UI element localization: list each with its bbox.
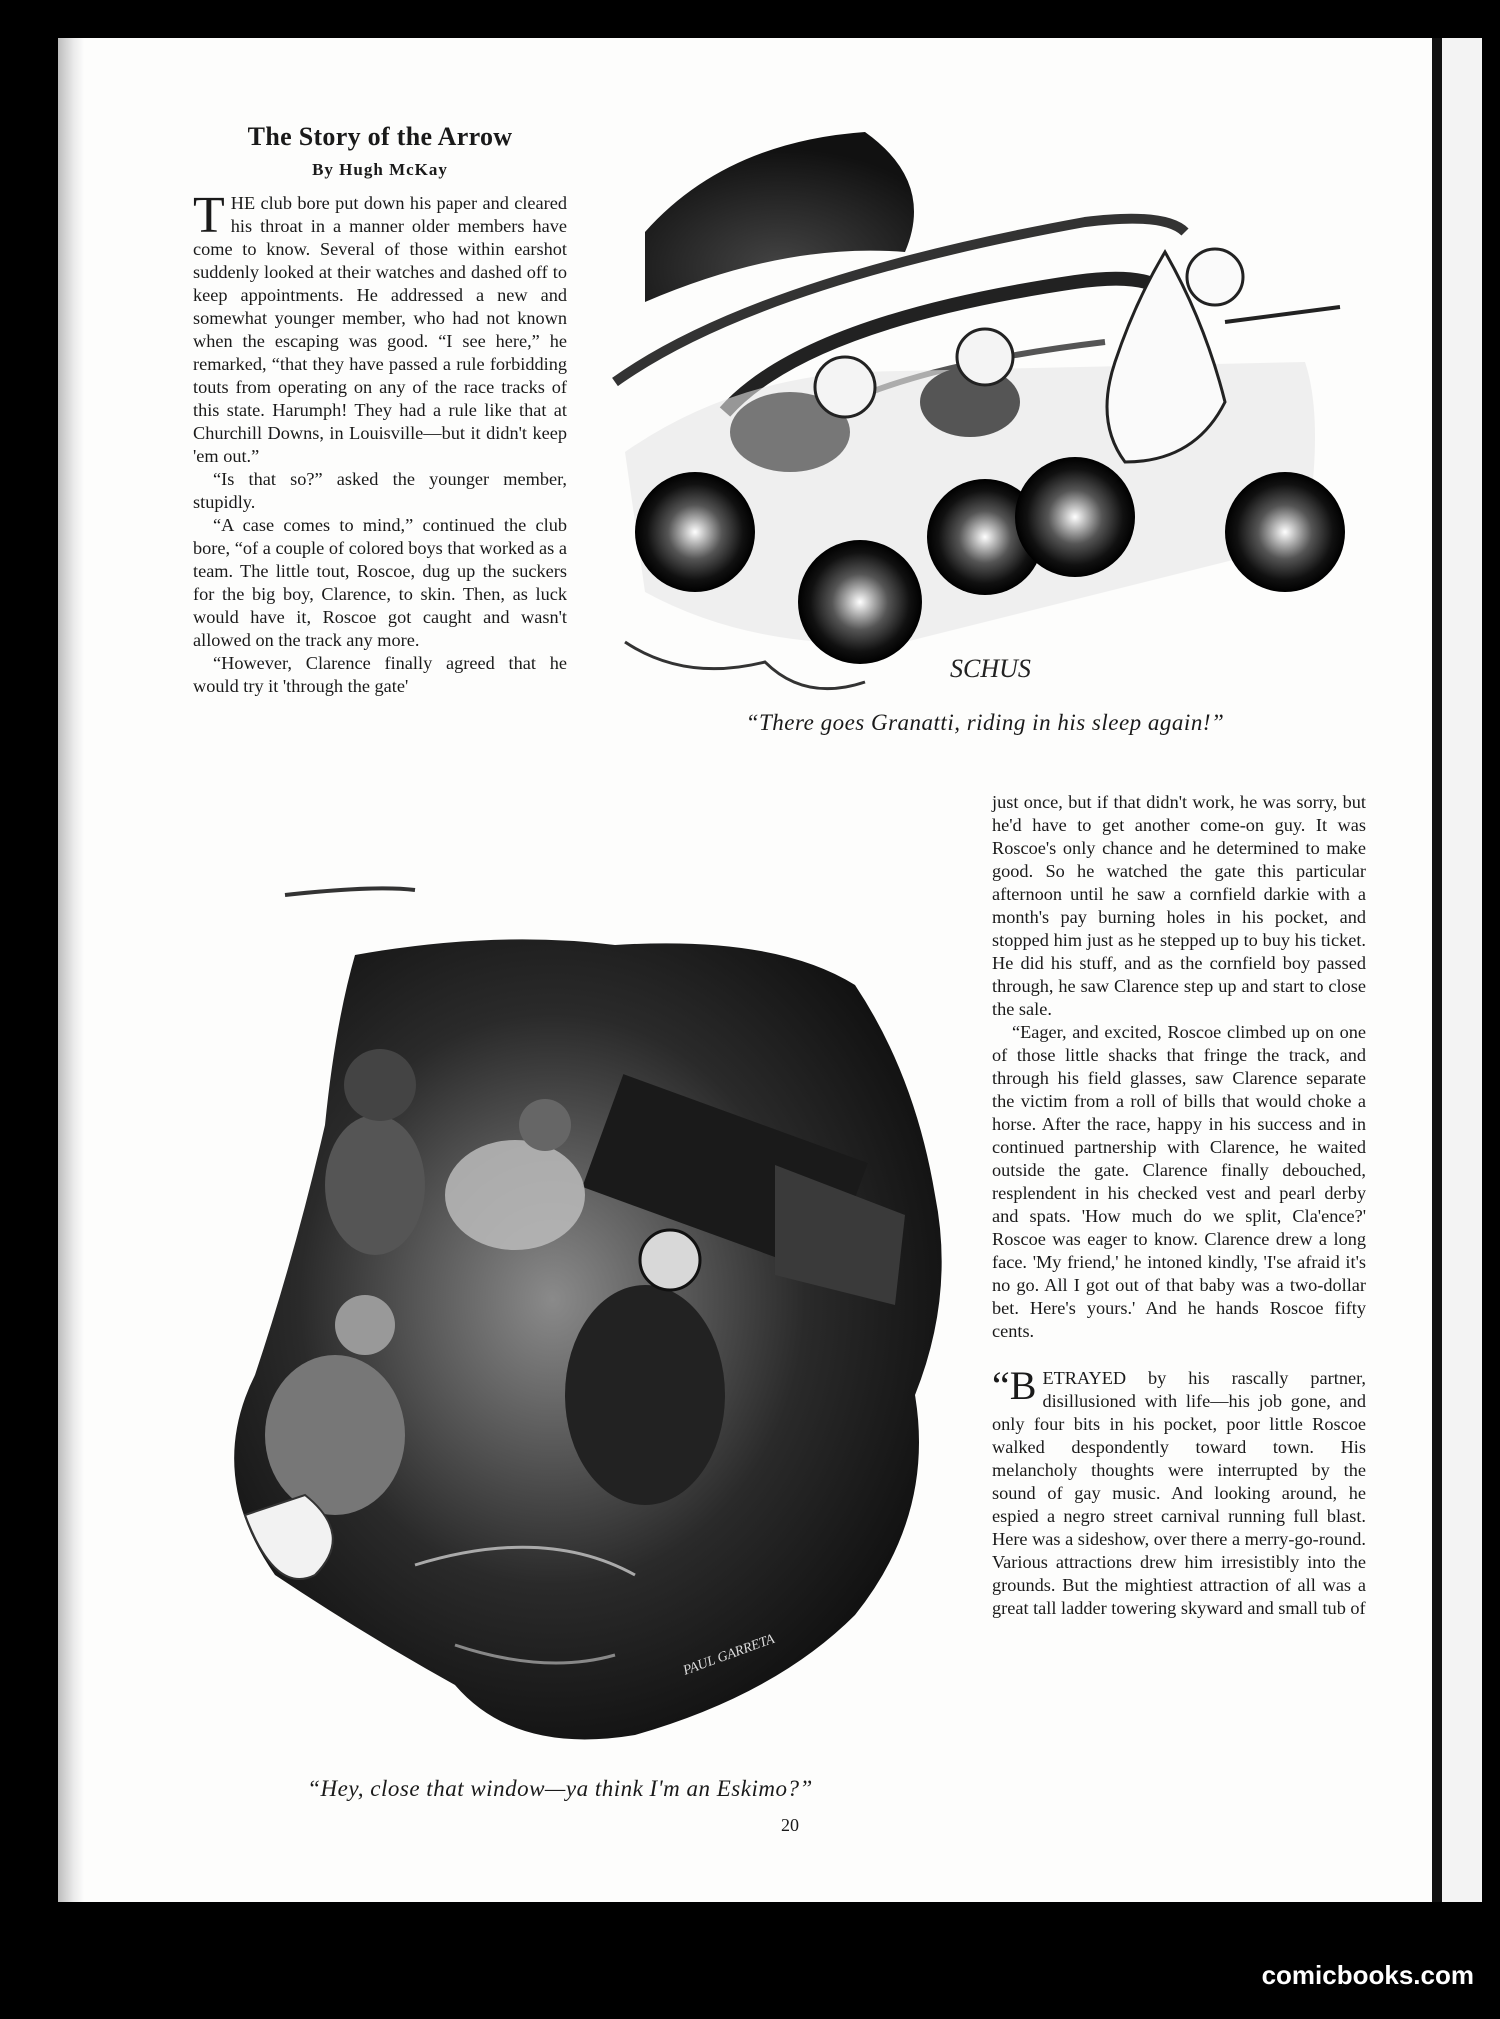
paragraph-text: HE club bore put down his paper and cleared his throat in a manner older members have come to know. Several of those within earshot suddenly looked at their watches and dashed off to keep appointments. He addressed a new and somewhat younger member, who had not known when the escaping was good. “I see here,” he remarked, “that they have passed a rule forbidding touts from operating on any of the race tracks of this state. Harumph! They had a rule like that at Churchill Downs, in Louisville—but it didn't keep 'em out.” [193, 193, 567, 466]
paragraph-3: “A case comes to mind,” continued the club bore, “of a couple of colored boys that worked as a team. The little tout, Roscoe, dug up the suckers for the big boy, Clarence, to skin. Then, as luck would have it, Roscoe got caught and wasn't allowed on the track any more. [193, 515, 567, 650]
page-binding [58, 38, 84, 1902]
paragraph-6: “Eager, and excited, Roscoe climbed up on one of those little shacks that fringe the track, and through his field glasses, saw Clarence separate the victim from a roll of bills that would choke a horse. After the race, happy in his success and in continued partnership with Clarence, he waited outside the gate. Clarence finally debouched, resplendent in his checked vest and pearl derby and spats. 'How much do we split, Cla'ence?' Roscoe was eager to know. Clarence drew a long face. 'My friend,' he intoned kindly, 'I'se afraid it's no go. All I got out of that baby was a two-dollar bet. Here's yours.' And he hands Roscoe fifty cents. [992, 1022, 1366, 1341]
right-text-column [992, 791, 1366, 1620]
page-edge [1432, 38, 1442, 1902]
paragraph-2: “Is that so?” asked the younger member, stupidly. [193, 469, 567, 512]
cycling-cartoon-illustration [605, 122, 1355, 702]
next-page-sliver [1442, 38, 1482, 1902]
paragraph-1 [193, 187, 567, 468]
story-byline: By Hugh McKay [312, 160, 448, 179]
bottom-illustration-caption: “Hey, close that window—ya think I'm an Eskimo?” [307, 1776, 813, 1801]
site-watermark: comicbooks.com [1261, 1960, 1474, 1990]
page-number: 20 [781, 1815, 799, 1835]
illustrator-signature-top: SCHUS [950, 654, 1031, 683]
paragraph-7 [992, 1363, 1366, 1620]
drop-cap-letter: B [1009, 1363, 1037, 1408]
left-text-column [193, 187, 567, 698]
paragraph-4: “However, Clarence finally agreed that he would try it 'through the gate' [193, 653, 567, 696]
open-quote: “ [992, 1363, 1010, 1408]
illustrator-signature-bottom: PAUL GARRETA [681, 1631, 777, 1679]
drop-cap-2 [992, 1363, 1037, 1408]
train-car-illustration [215, 875, 975, 1770]
top-illustration-caption: “There goes Granatti, riding in his sleep again!” [745, 710, 1225, 735]
paragraph-text: ETRAYED by his rascally partner, disillusioned with life—his job gone, and only four bits in his pocket, poor little Roscoe walked despondently toward town. His melancholy thoughts were interrupted by the sound of gay music. And looking around, he espied a negro street carnival running full blast. Here was a sideshow, over there a merry-go-round. Various attractions drew him irresistibly into the grounds. But the mightiest attraction of all was a great tall ladder towering skyward and small tub of [992, 1368, 1366, 1618]
paragraph-5: just once, but if that didn't work, he was sorry, but he'd have to get another come-on guy. It was Roscoe's only chance and he determined to make good. So he watched the gate this particular afternoon until he saw a cornfield darkie with a month's pay burning holes in his pocket, and stopped him just as he stepped up to buy his ticket. He did his stuff, and as the cornfield boy passed through, he saw Clarence step up and start to close the sale. [992, 792, 1366, 1019]
drop-cap: T [193, 187, 225, 244]
story-title: The Story of the Arrow [247, 122, 513, 151]
